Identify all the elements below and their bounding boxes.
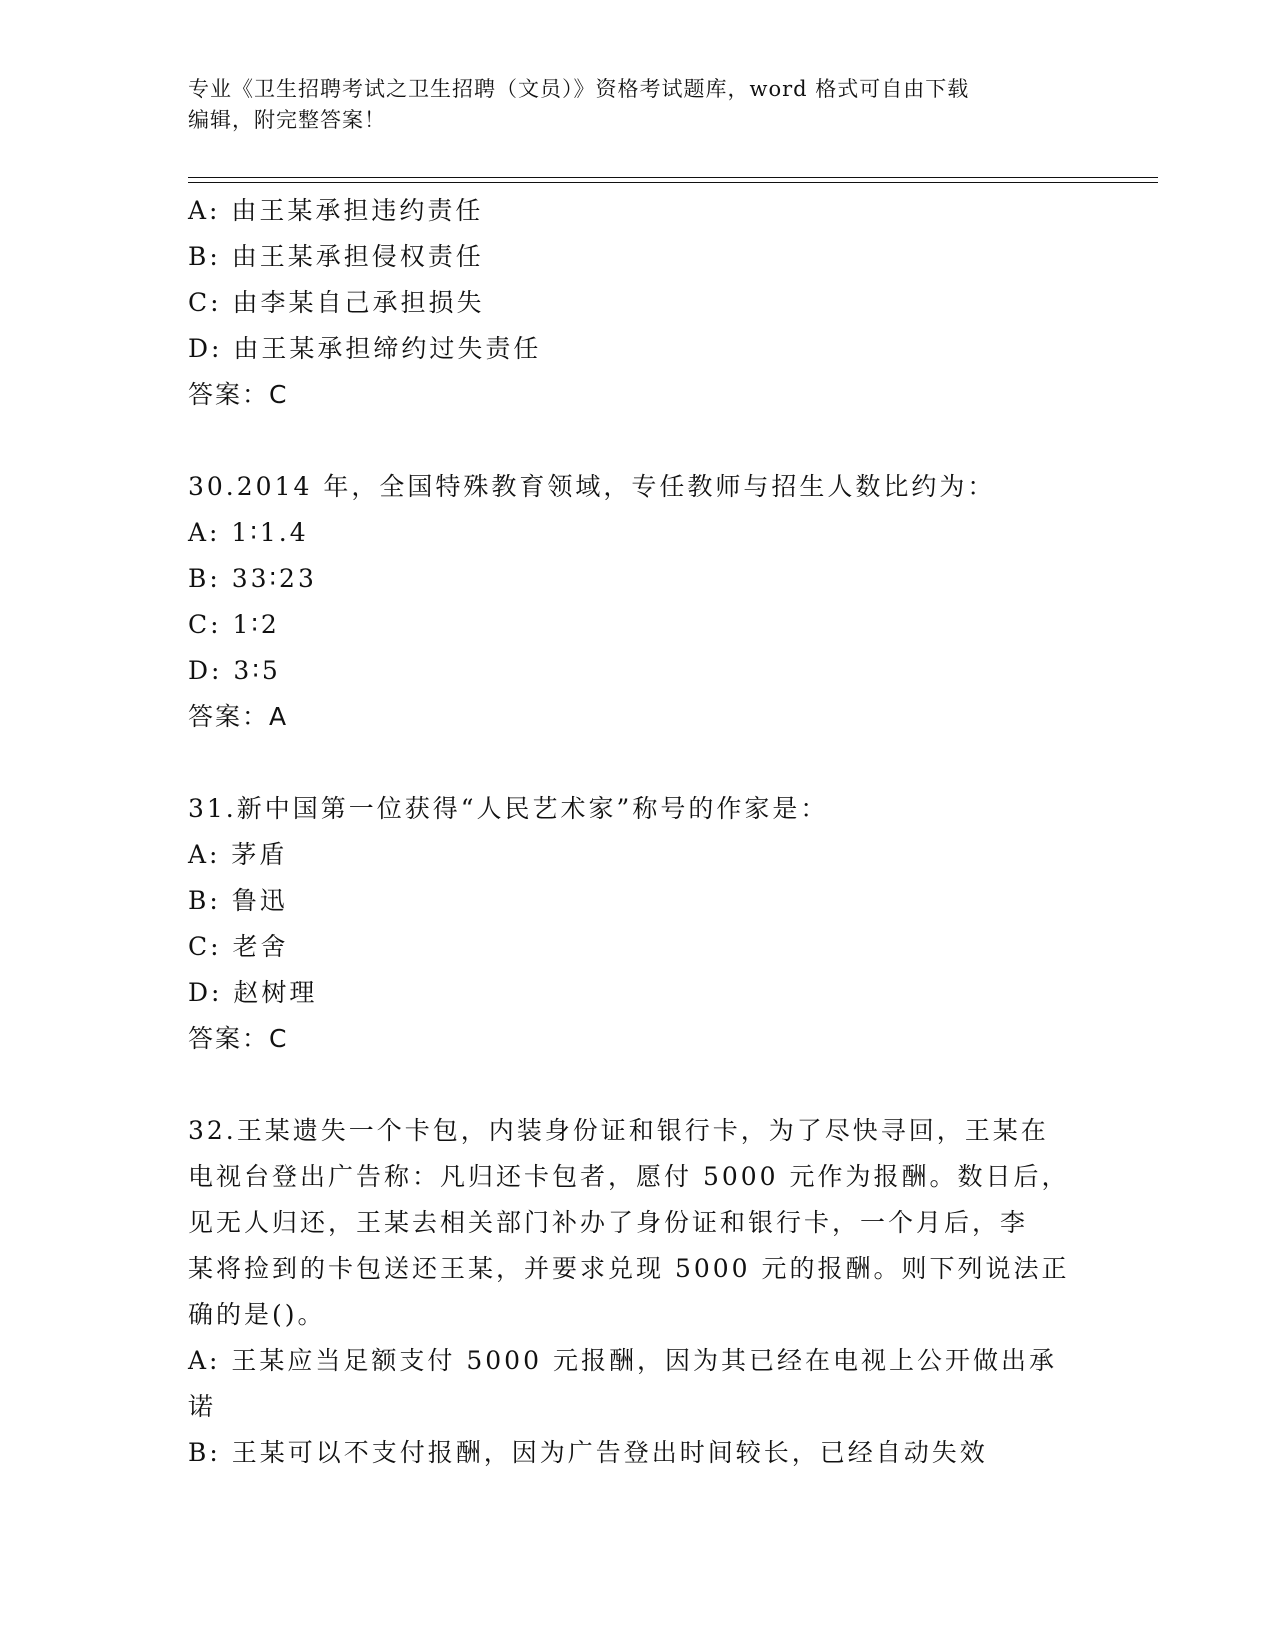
option-a: A: 由王某承担违约责任	[188, 196, 484, 225]
question-32	[188, 1108, 1078, 1476]
question-text-line-1: 32.王某遗失一个卡包，内装身份证和银行卡，为了尽快寻回，王某在	[188, 1116, 1049, 1145]
question-text: 31.新中国第一位获得“人民艺术家”称号的作家是：	[188, 794, 829, 823]
option-a-line-1: A: 王某应当足额支付 5000 元报酬，因为其已经在电视上公开做出承	[188, 1346, 1057, 1375]
option-a-line-2: 诺	[188, 1392, 217, 1421]
answer-line: 答案：C	[188, 1024, 289, 1053]
option-d: D: 3∶5	[188, 656, 281, 685]
question-text-line-2: 电视台登出广告称：凡归还卡包者，愿付 5000 元作为报酬。数日后，	[188, 1162, 1070, 1191]
option-a: A: 1∶1.4	[188, 518, 309, 547]
option-b: B: 鲁迅	[188, 886, 288, 915]
option-d: D: 赵树理	[188, 978, 318, 1007]
question-31	[188, 786, 1078, 1062]
question-text-line-4: 某将捡到的卡包送还王某，并要求兑现 5000 元的报酬。则下列说法正	[188, 1254, 1070, 1283]
header-divider-top	[188, 177, 1158, 178]
header-divider-bottom	[188, 182, 1158, 183]
question-list	[188, 188, 1078, 1476]
question-text-line-3: 见无人归还，王某去相关部门补办了身份证和银行卡，一个月后，李	[188, 1208, 1029, 1237]
question-30	[188, 464, 1078, 740]
header-line-1: 专业《卫生招聘考试之卫生招聘（文员）》资格考试题库，word 格式可自由下载	[188, 77, 970, 101]
option-c: C: 由李某自己承担损失	[188, 288, 485, 317]
question-text: 30.2014 年，全国特殊教育领域，专任教师与招生人数比约为：	[188, 472, 996, 501]
option-b: B: 王某可以不支付报酬，因为广告登出时间较长，已经自动失效	[188, 1438, 988, 1467]
answer-line: 答案：A	[188, 702, 289, 731]
answer-line: 答案：C	[188, 380, 289, 409]
option-b: B: 由王某承担侵权责任	[188, 242, 484, 271]
question-text-line-5: 确的是()。	[188, 1300, 326, 1329]
option-a: A: 茅盾	[188, 840, 288, 869]
option-c: C: 1∶2	[188, 610, 280, 639]
header-line-2: 编辑，附完整答案！	[188, 108, 386, 132]
option-c: C: 老舍	[188, 932, 289, 961]
option-d: D: 由王某承担缔约过失责任	[188, 334, 542, 363]
document-header	[188, 74, 1088, 136]
question-29	[188, 188, 1078, 418]
option-b: B: 33∶23	[188, 564, 317, 593]
